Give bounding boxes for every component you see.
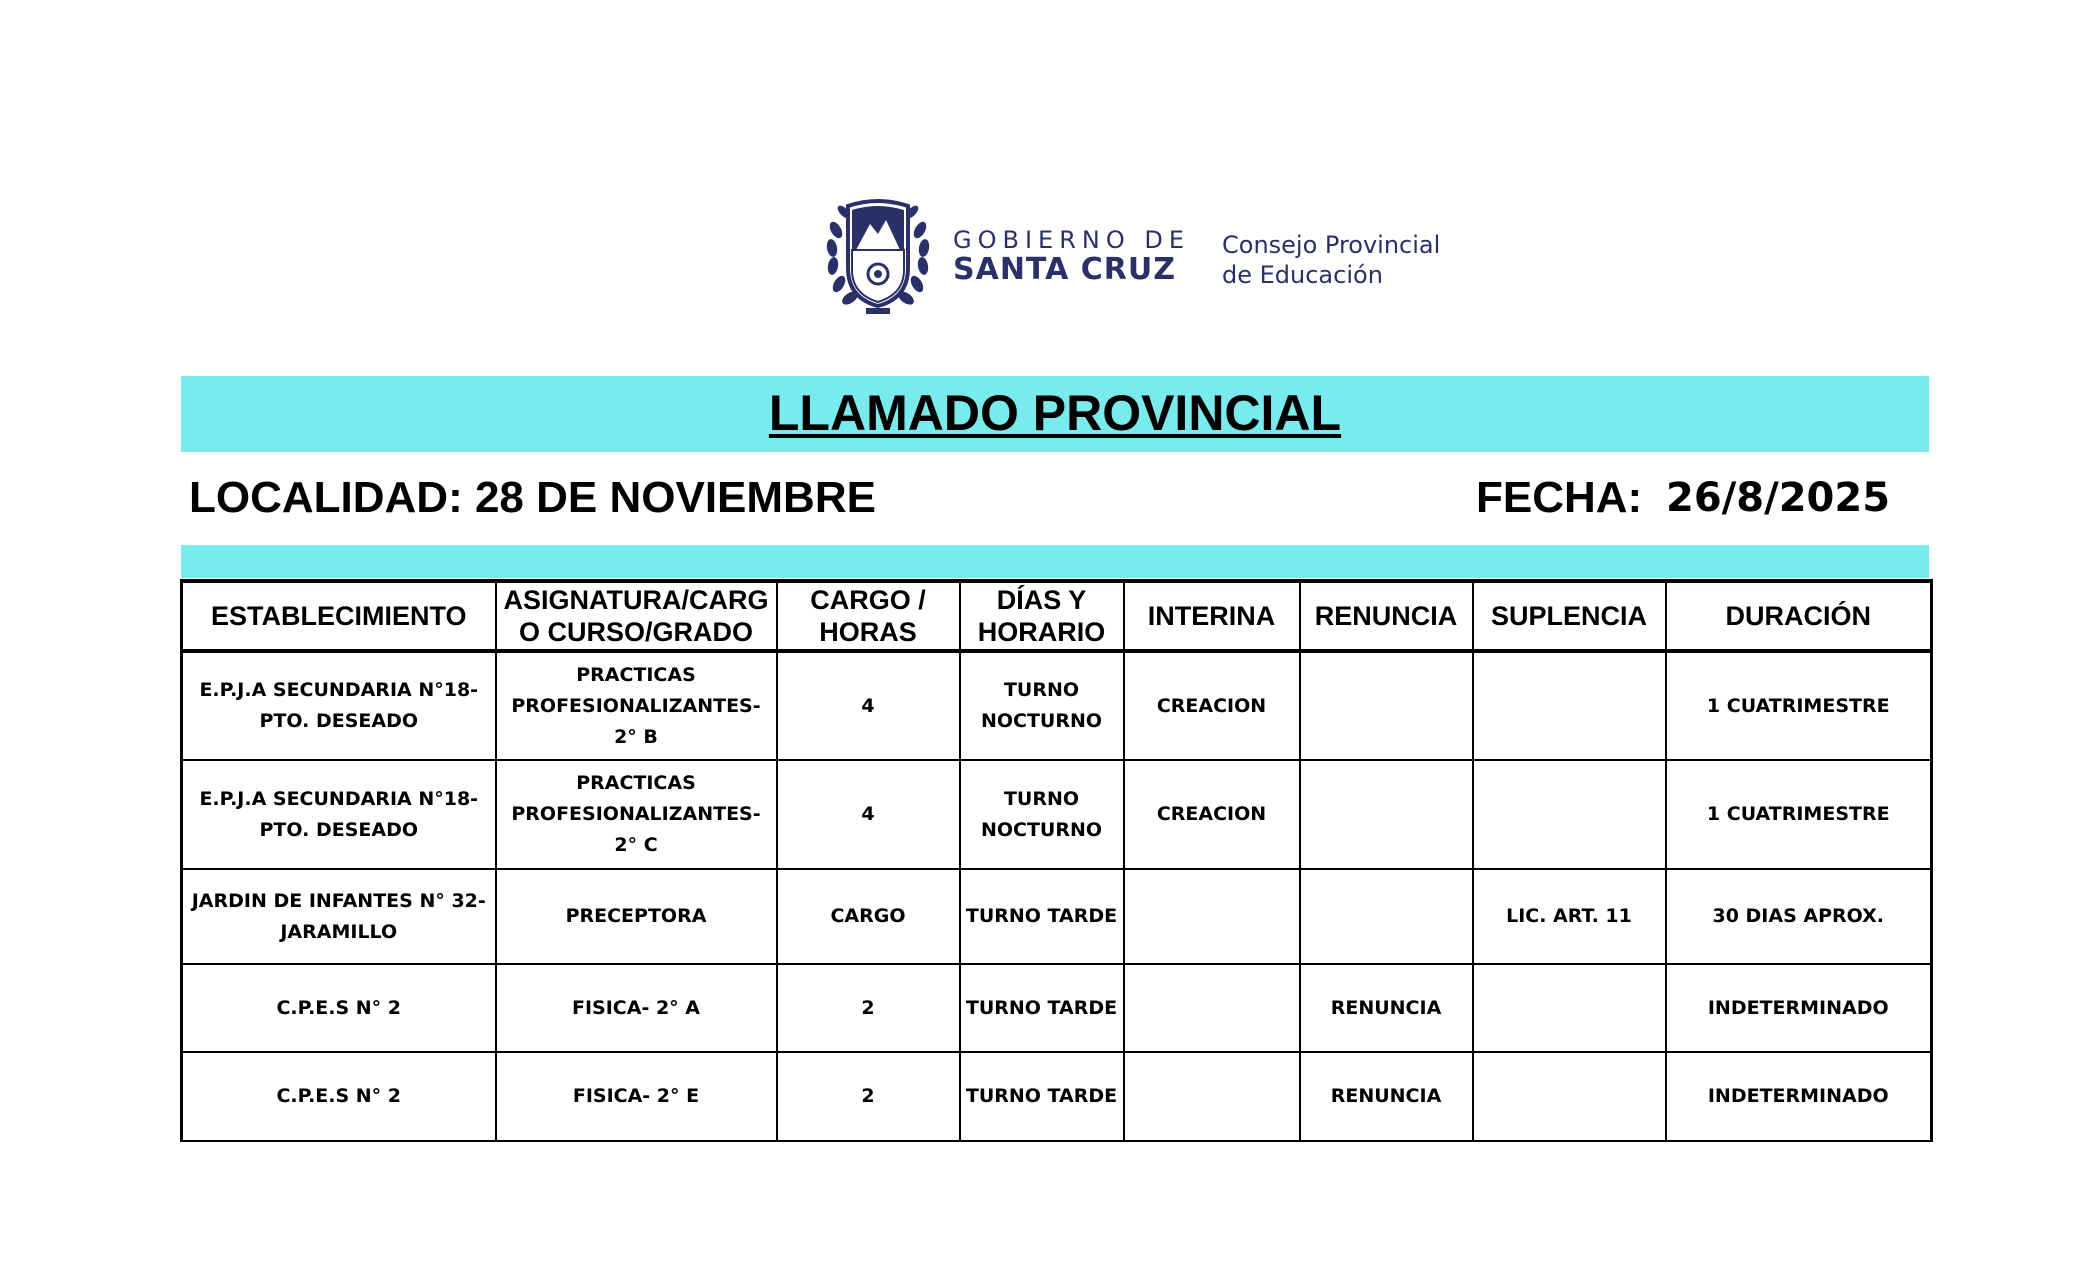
- table-row: [182, 651, 1932, 760]
- table-cell: PRACTICAS PROFESIONALIZANTES- 2° B: [496, 651, 777, 760]
- table-cell: 4: [777, 760, 960, 869]
- table-cell: [1473, 964, 1666, 1052]
- table-cell: C.P.E.S N° 2: [182, 964, 496, 1052]
- council-name: [1222, 230, 1440, 290]
- gov-name-line1: GOBIERNO DE: [953, 226, 1190, 254]
- council-line2: de Educación: [1222, 261, 1383, 289]
- table-cell: INDETERMINADO: [1666, 964, 1932, 1052]
- table-row: [182, 1052, 1932, 1141]
- table-cell: [1124, 869, 1300, 964]
- table-row: [182, 760, 1932, 869]
- table-cell: [1473, 1052, 1666, 1141]
- column-header: DÍAS Y HORARIO: [960, 581, 1124, 651]
- localidad-label: LOCALIDAD: 28 DE NOVIEMBRE: [189, 473, 876, 522]
- page-title: LLAMADO PROVINCIAL: [768, 385, 1342, 441]
- table-cell: [1300, 760, 1473, 869]
- fecha-value: 26/8/2025: [1666, 475, 1891, 521]
- council-line1: Consejo Provincial: [1222, 231, 1441, 259]
- table-cell: 30 DIAS APROX.: [1666, 869, 1932, 964]
- table-cell: TURNO TARDE: [960, 1052, 1124, 1141]
- table-cell: RENUNCIA: [1300, 964, 1473, 1052]
- table-cell: LIC. ART. 11: [1473, 869, 1666, 964]
- table-row: [182, 869, 1932, 964]
- table-cell: TURNO TARDE: [960, 869, 1124, 964]
- gov-name-line2: SANTA CRUZ: [953, 252, 1176, 287]
- table-cell: RENUNCIA: [1300, 1052, 1473, 1141]
- table-row: [182, 964, 1932, 1052]
- table-cell: INDETERMINADO: [1666, 1052, 1932, 1141]
- table-cell: FISICA- 2° A: [496, 964, 777, 1052]
- table-cell: [1124, 964, 1300, 1052]
- header-logo: [826, 190, 1466, 325]
- province-seal-icon: [826, 190, 930, 320]
- table-cell: E.P.J.A SECUNDARIA N°18- PTO. DESEADO: [182, 651, 496, 760]
- column-header: SUPLENCIA: [1473, 581, 1666, 651]
- table-cell: PRECEPTORA: [496, 869, 777, 964]
- column-header: ESTABLECIMIENTO: [182, 581, 496, 651]
- separator-band: [181, 545, 1929, 578]
- table-cell: PRACTICAS PROFESIONALIZANTES- 2° C: [496, 760, 777, 869]
- column-header: ASIGNATURA/CARG O CURSO/GRADO: [496, 581, 777, 651]
- table-cell: [1124, 1052, 1300, 1141]
- table-header-row: [182, 581, 1932, 651]
- table-cell: TURNO TARDE: [960, 964, 1124, 1052]
- table-cell: [1300, 869, 1473, 964]
- column-header: CARGO / HORAS: [777, 581, 960, 651]
- column-header: RENUNCIA: [1300, 581, 1473, 651]
- table-cell: 2: [777, 1052, 960, 1141]
- table-cell: [1473, 651, 1666, 760]
- column-header: INTERINA: [1124, 581, 1300, 651]
- table-cell: E.P.J.A SECUNDARIA N°18- PTO. DESEADO: [182, 760, 496, 869]
- table-cell: CREACION: [1124, 760, 1300, 869]
- column-header: DURACIÓN: [1666, 581, 1932, 651]
- title-band: [181, 376, 1929, 452]
- table-cell: CARGO: [777, 869, 960, 964]
- table-cell: TURNO NOCTURNO: [960, 760, 1124, 869]
- table-cell: [1300, 651, 1473, 760]
- table-cell: C.P.E.S N° 2: [182, 1052, 496, 1141]
- table-cell: JARDIN DE INFANTES N° 32- JARAMILLO: [182, 869, 496, 964]
- positions-table: [180, 579, 1933, 1142]
- table-cell: TURNO NOCTURNO: [960, 651, 1124, 760]
- table-cell: 4: [777, 651, 960, 760]
- table-cell: 2: [777, 964, 960, 1052]
- table-cell: [1473, 760, 1666, 869]
- table-cell: FISICA- 2° E: [496, 1052, 777, 1141]
- table-cell: 1 CUATRIMESTRE: [1666, 651, 1932, 760]
- table-cell: CREACION: [1124, 651, 1300, 760]
- table-cell: 1 CUATRIMESTRE: [1666, 760, 1932, 869]
- fecha-label: FECHA:: [1476, 473, 1643, 522]
